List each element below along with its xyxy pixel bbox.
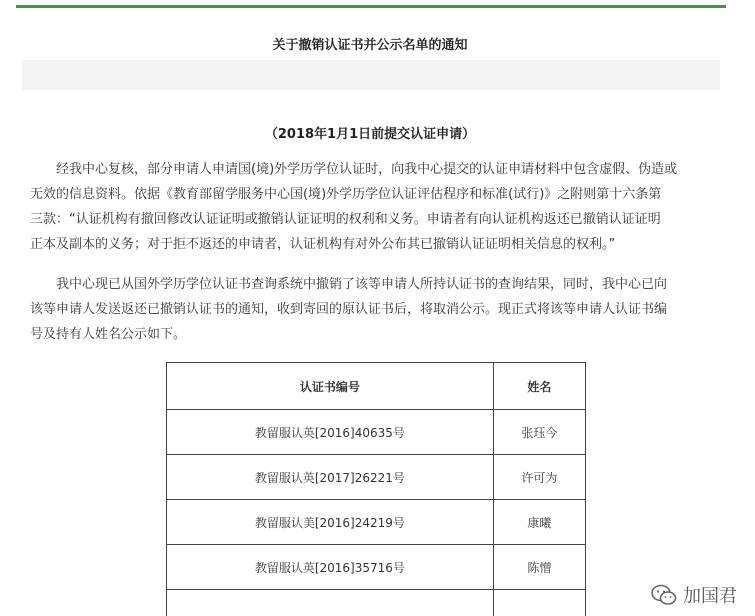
header-band — [22, 60, 720, 90]
paragraph-1-line: 经我中心复核，部分申请人申请国(境)外学历学位认证时，向我中心提交的认证申请材料中包含虚假、伪造或 — [56, 162, 678, 177]
watermark — [651, 582, 737, 608]
holder-name-cell: 许可为 — [493, 455, 585, 500]
holder-name-cell — [493, 590, 585, 616]
cert-number-cell: 教留服认美[2016]24219号 — [167, 500, 494, 545]
notice-title: 关于撤销认证书并公示名单的通知 — [272, 38, 468, 53]
wechat-icon — [651, 584, 677, 606]
watermark-text: 加国君 — [683, 586, 737, 607]
notice-subtitle: （2018年1月1日前提交认证申请） — [264, 127, 476, 142]
paragraph-2-line: 我中心现已从国外学历学位认证书查询系统中撤销了该等申请人所持认证书的查询结果，同时，我中心已向 — [56, 277, 668, 292]
paragraph-1-line: 三款：“认证机构有撤回修改认证证明或撤销认证证明的权利和义务。申请者有向认证机构返还已撤销认证证明 — [30, 212, 661, 227]
paragraph-1 — [30, 157, 720, 257]
column-header-name: 姓名 — [493, 363, 585, 410]
table-header-row — [167, 363, 586, 410]
table-row — [167, 545, 586, 590]
cert-number-cell: 教留服认英[2017]26221号 — [167, 455, 494, 500]
certificate-table — [166, 362, 586, 616]
cert-number-cell: 教留服认英[2016]40635号 — [167, 410, 494, 455]
paragraph-2-line: 该等申请人发送返还已撤销认证书的通知，收到寄回的原认证书后，将取消公示。现正式将该等申请人认证书编 — [30, 302, 668, 317]
column-header-cert-number: 认证书编号 — [167, 363, 494, 410]
table-row — [167, 500, 586, 545]
holder-name-cell: 陈憎 — [493, 545, 585, 590]
table-row — [167, 590, 586, 616]
cert-number-cell: 教留服认英[2016]35716号 — [167, 545, 494, 590]
paragraph-1-line: 正本及副本的义务；对于拒不返还的申请者，认证机构有对外公布其已撤销认证证明相关信息的权利。” — [30, 237, 616, 252]
top-accent-bar — [16, 5, 726, 8]
table-row — [167, 410, 586, 455]
cert-number-cell — [167, 590, 494, 616]
table-row — [167, 455, 586, 500]
paragraph-2-line: 号及持有人姓名公示如下。 — [30, 327, 187, 342]
holder-name-cell: 张珏今 — [493, 410, 585, 455]
paragraph-2 — [30, 272, 720, 347]
paragraph-1-line: 无效的信息资料。依据《教育部留学服务中心国(境)外学历学位认证评估程序和标准(试行)》之附则第十六条第 — [30, 187, 662, 202]
holder-name-cell: 康曦 — [493, 500, 585, 545]
